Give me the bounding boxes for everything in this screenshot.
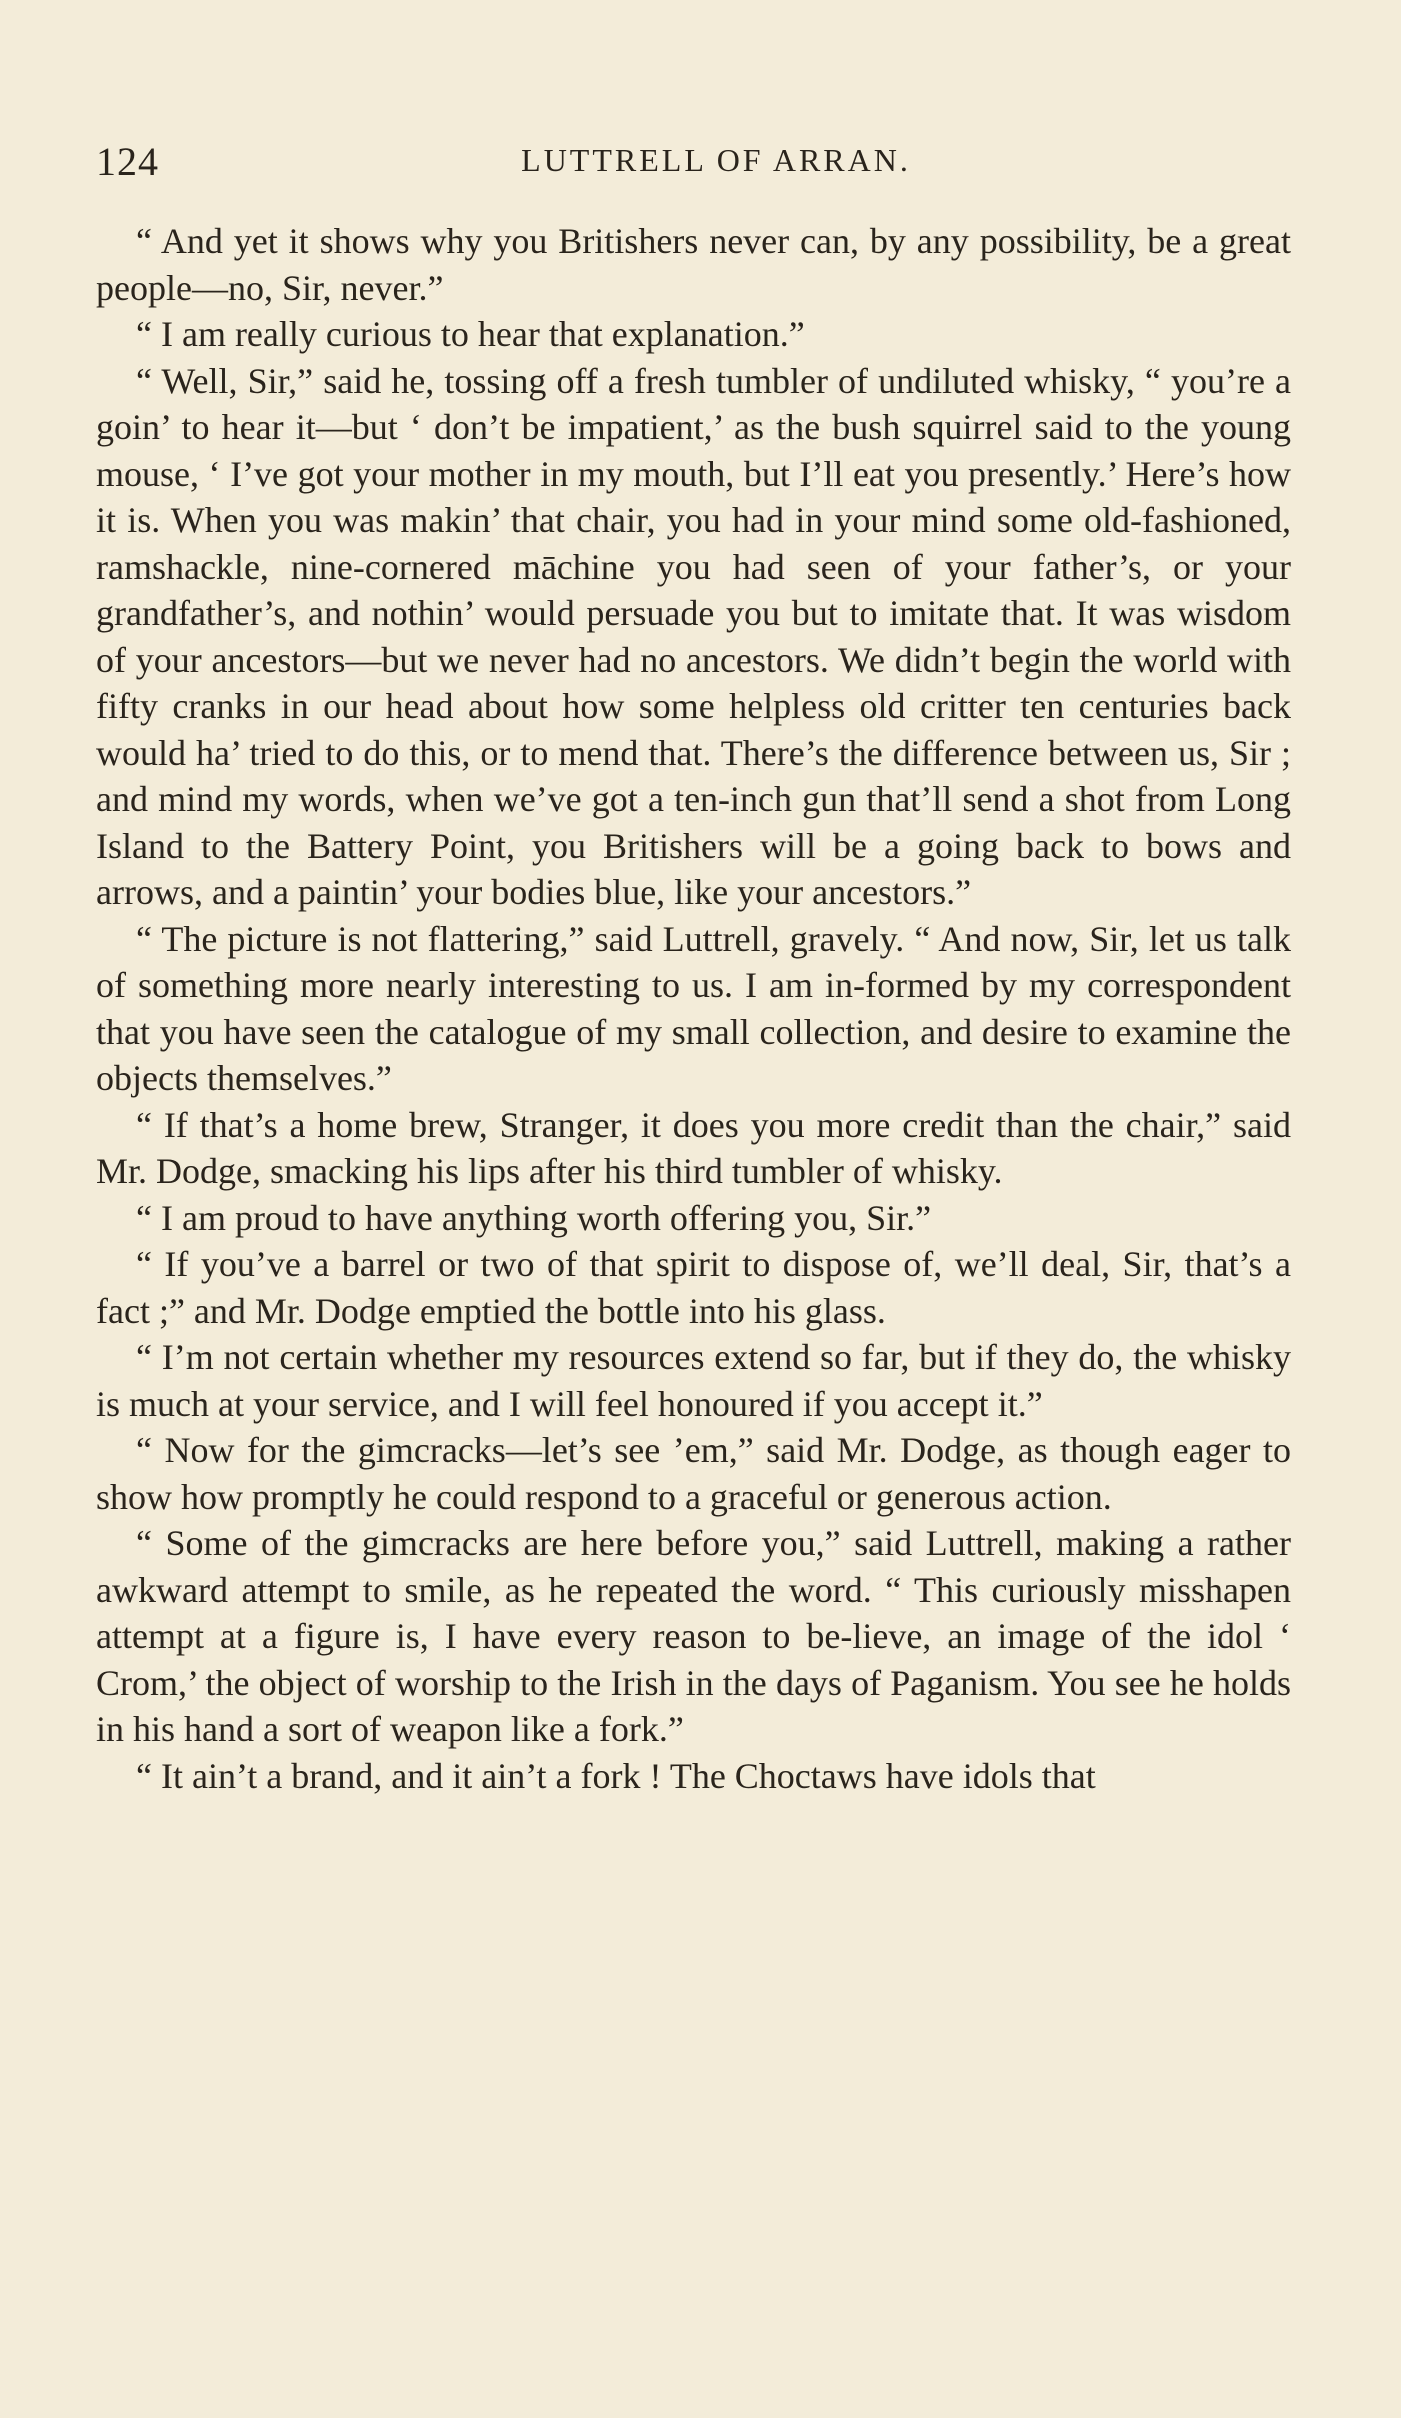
running-head: LUTTRELL OF ARRAN. xyxy=(521,142,911,178)
paragraph: “ I am proud to have anything worth offering you, Sir.” xyxy=(136,1197,932,1238)
page-header xyxy=(96,138,1296,188)
paragraph: “ Well, Sir,” said he, tossing off a fresh tumbler of undiluted whisky, “ you’re a goin’ to hear it—but ‘ don’t be impatient,’ as the bush squirrel said to the young mouse, ‘ I’ve got your mother in my mouth, but I’ll eat you presently.’ Here’s how it is. When you was makin’ that chair, you had in your mind some old-fashioned, ramshackle, nine-cornered māchine you had seen of your father’s, or your grandfather’s, and nothin’ would persuade you but to imitate that. It was wisdom of your ancestors—but we never had no ancestors. We didn’t begin the world with fifty cranks in our head about how some helpless old critter ten centuries back would ha’ tried to do this, or to mend that. There’s the difference between us, Sir ; and mind my words, when we’ve got a ten-inch gun that’ll send a shot from Long Island to the Battery Point, you Britishers will be a going back to bows and arrows, and a paintin’ your bodies blue, like your ancestors.” xyxy=(96,360,1291,912)
page-number: 124 xyxy=(96,139,159,184)
paragraph: “ I’m not certain whether my resources extend so far, but if they do, the whisky is much at your service, and I will feel honoured if you accept it.” xyxy=(96,1337,1291,1424)
paragraph: “ If that’s a home brew, Stranger, it does you more credit than the chair,” said Mr. Dodge, smacking his lips after his third tumbler of whisky. xyxy=(96,1104,1291,1191)
paragraph: “ I am really curious to hear that explanation.” xyxy=(136,314,805,354)
paragraph: “ Now for the gimcracks—let’s see ’em,” said Mr. Dodge, as though eager to show how promptly he could respond to a graceful or generous action. xyxy=(96,1430,1291,1517)
paragraph: “ It ain’t a brand, and it ain’t a fork ! The Choctaws have idols that xyxy=(136,1755,1096,1796)
body-text xyxy=(96,218,1291,1799)
paragraph: “ Some of the gimcracks are here before you,” said Luttrell, making a rather awkward attempt to smile, as he repeated the word. “ This curiously misshapen attempt at a figure is, I have every reason to be-lieve, an image of the idol ‘ Crom,’ the object of worship to the Irish in the days of Paganism. You see he holds in his hand a sort of weapon like a fork.” xyxy=(96,1523,1291,1749)
paragraph: “ And yet it shows why you Britishers never can, by any possibility, be a great people—no, Sir, never.” xyxy=(96,221,1291,308)
paragraph: “ The picture is not flattering,” said Luttrell, gravely. “ And now, Sir, let us talk of something more nearly interesting to us. I am in-formed by my correspondent that you have seen the catalogue of my small collection, and desire to examine the objects themselves.” xyxy=(96,918,1291,1098)
paragraph: “ If you’ve a barrel or two of that spirit to dispose of, we’ll deal, Sir, that’s a fact ;” and Mr. Dodge emptied the bottle into his glass. xyxy=(96,1244,1291,1331)
